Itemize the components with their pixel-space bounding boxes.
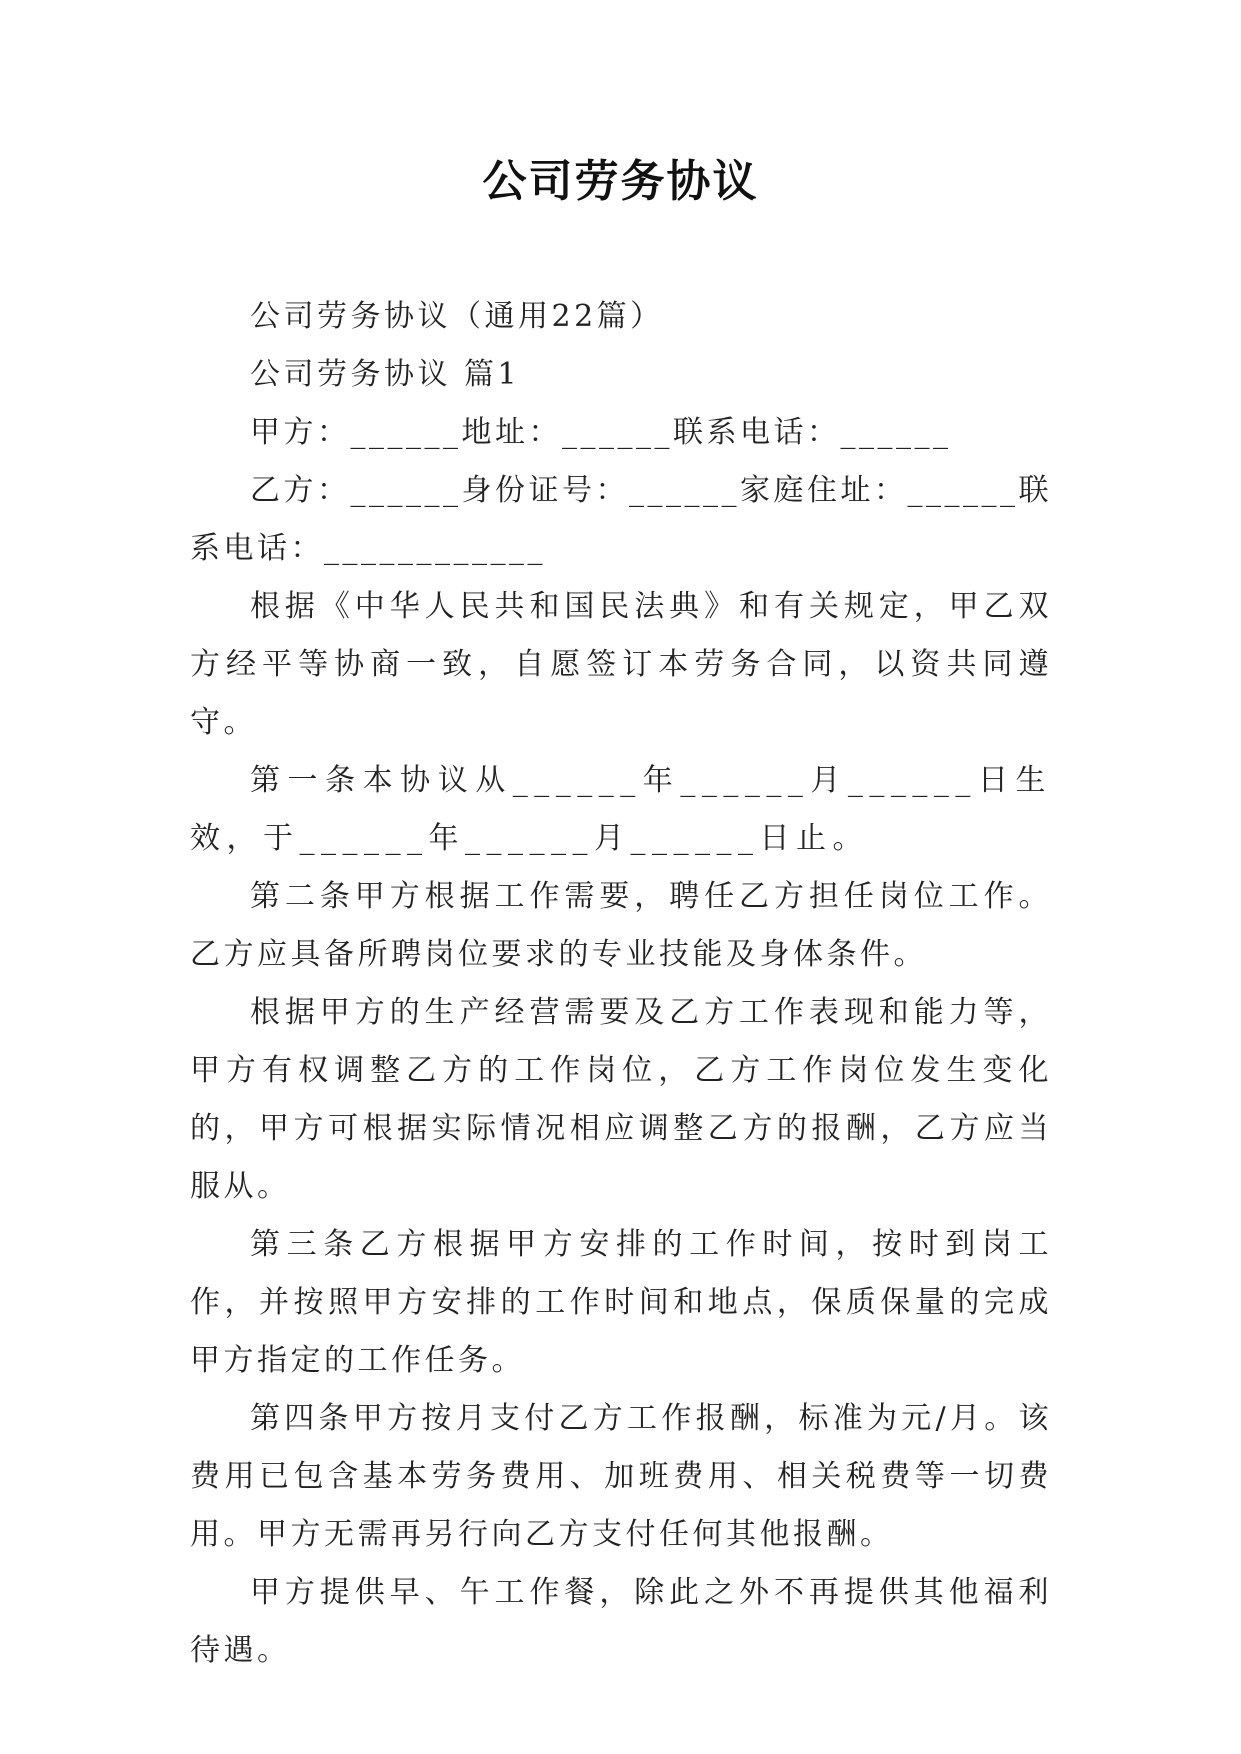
document-title: 公司劳务协议 bbox=[482, 156, 759, 207]
paragraph-article-2-cont: 根据甲方的生产经营需要及乙方工作表现和能力等，甲方有权调整乙方的工作岗位，乙方工作岗位发生变化的，甲方可根据实际情况相应调整乙方的报酬，乙方应当服从。 bbox=[190, 995, 1052, 1204]
paragraph-article-3: 第三条乙方根据甲方安排的工作时间，按时到岗工作，并按照甲方安排的工作时间和地点，保质保量的完成甲方指定的工作任务。 bbox=[190, 1227, 1052, 1378]
paragraph-article-4-cont: 甲方提供早、午工作餐，除此之外不再提供其他福利待遇。 bbox=[190, 1575, 1052, 1668]
paragraph-article-1: 第一条本协议从______年______月______日生效，于______年______月______日止。 bbox=[190, 763, 1052, 856]
paragraph-preamble: 根据《中华人民共和国民法典》和有关规定，甲乙双方经平等协商一致，自愿签订本劳务合同，以资共同遵守。 bbox=[190, 589, 1052, 740]
paragraph-party-b: 乙方：______身份证号：______家庭住址：______联系电话：____________ bbox=[190, 473, 1052, 566]
paragraph-party-a: 甲方：______地址：______联系电话：______ bbox=[250, 415, 952, 450]
paragraph-section-heading: 公司劳务协议 篇1 bbox=[250, 357, 521, 392]
document-body bbox=[190, 288, 1052, 1680]
paragraph-article-4: 第四条甲方按月支付乙方工作报酬，标准为元/月。该费用已包含基本劳务费用、加班费用、相关税费等一切费用。甲方无需再另行向乙方支付任何其他报酬。 bbox=[190, 1401, 1052, 1552]
paragraph-subtitle: 公司劳务协议（通用22篇） bbox=[250, 299, 664, 334]
paragraph-article-2: 第二条甲方根据工作需要，聘任乙方担任岗位工作。乙方应具备所聘岗位要求的专业技能及身体条件。 bbox=[190, 879, 1052, 972]
